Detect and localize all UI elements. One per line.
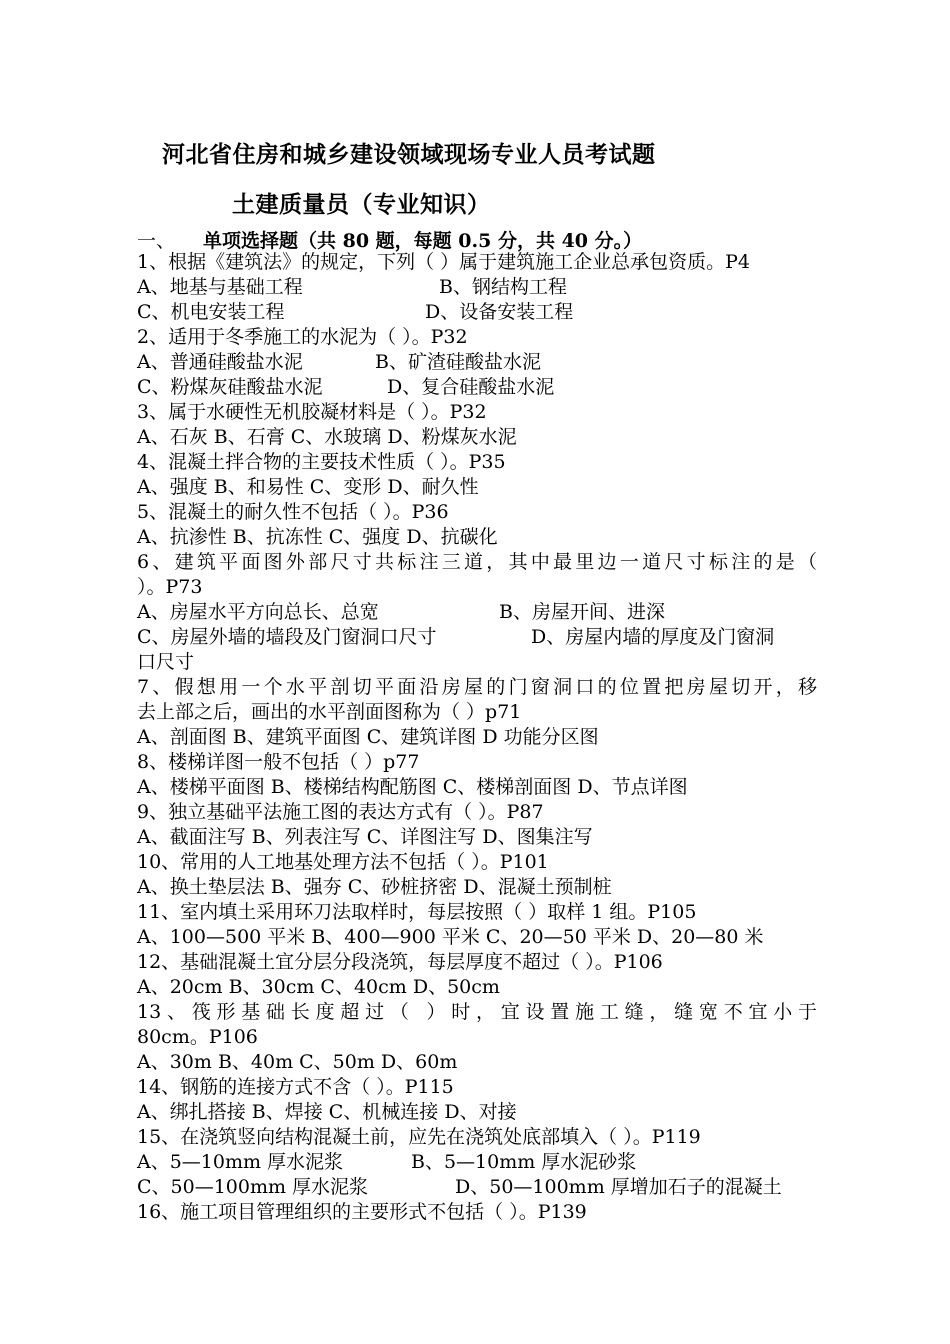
option-line: [137, 275, 817, 300]
option-a: A、5—10mm 厚水泥浆: [137, 1151, 344, 1173]
option-line: A、强度 B、和易性 C、变形 D、耐久性: [137, 476, 479, 498]
question-line: 7、假想用一个水平剖切平面沿房屋的门窗洞口的位置把房屋切开，移: [137, 676, 817, 698]
question-line: 10、常用的人工地基处理方法不包括（ ）。P101: [137, 851, 549, 873]
question-line: 6、建筑平面图外部尺寸共标注三道，其中最里边一道尺寸标注的是（: [137, 551, 817, 573]
option-line: [137, 600, 817, 625]
option-line: A、楼梯平面图 B、楼梯结构配筋图 C、楼梯剖面图 D、节点详图: [137, 776, 688, 798]
question-line: 14、钢筋的连接方式不含（ ）。P115: [137, 1076, 454, 1098]
option-d: D、复合硅酸盐水泥: [387, 376, 555, 398]
option-line: [137, 1150, 817, 1175]
option-c: C、机电安装工程: [137, 301, 285, 323]
option-line: A、换土垫层法 B、强夯 C、砂桩挤密 D、混凝土预制桩: [137, 876, 612, 898]
question-line: 5、混凝土的耐久性不包括（ ）。P36: [137, 501, 449, 523]
option-line: [137, 375, 817, 400]
question-line: ）。P73: [137, 576, 203, 598]
option-line: A、剖面图 B、建筑平面图 C、建筑详图 D 功能分区图: [137, 726, 599, 748]
document-title: 河北省住房和城乡建设领域现场专业人员考试题: [162, 141, 656, 168]
question-line: 去上部之后，画出的水平剖面图称为（ ）p71: [137, 701, 522, 723]
question-line: 80cm。P106: [137, 1026, 258, 1048]
option-b: B、钢结构工程: [439, 276, 567, 298]
option-b: B、房屋开间、进深: [499, 601, 665, 623]
option-b: B、矿渣硅酸盐水泥: [375, 351, 541, 373]
option-a: A、地基与基础工程: [137, 276, 303, 298]
option-c: C、粉煤灰硅酸盐水泥: [137, 376, 323, 398]
option-d: D、设备安装工程: [425, 301, 574, 323]
option-line: A、石灰 B、石膏 C、水玻璃 D、粉煤灰水泥: [137, 426, 517, 448]
option-d: D、50—100mm 厚增加石子的混凝土: [455, 1176, 782, 1198]
option-c: C、房屋外墙的墙段及门窗洞口尺寸: [137, 626, 437, 648]
option-line: A、绑扎搭接 B、焊接 C、机械连接 D、对接: [137, 1101, 517, 1123]
option-c: C、50—100mm 厚水泥浆: [137, 1176, 369, 1198]
question-line: 3、属于水硬性无机胶凝材料是（ ）。P32: [137, 401, 487, 423]
option-a: A、普通硅酸盐水泥: [137, 351, 303, 373]
option-line: A、100—500 平米 B、400—900 平米 C、20—50 平米 D、20—80 米: [137, 926, 764, 948]
section-text: 单项选择题（共 80 题，每题 0.5 分，共 40 分。）: [203, 230, 643, 252]
question-line: 11、室内填土采用环刀法取样时，每层按照（ ）取样 1 组。P105: [137, 901, 697, 923]
question-body: [137, 250, 817, 1225]
option-line: [137, 350, 817, 375]
option-line: [137, 625, 817, 650]
question-line: 4、混凝土拌合物的主要技术性质（ ）。P35: [137, 451, 506, 473]
section-heading: [137, 226, 642, 253]
question-line: 9、独立基础平法施工图的表达方式有（ ）。P87: [137, 801, 544, 823]
option-d: D、房屋内墙的厚度及门窗洞: [531, 626, 775, 648]
option-line: A、截面注写 B、列表注写 C、详图注写 D、图集注写: [137, 826, 593, 848]
option-b: B、5—10mm 厚水泥砂浆: [411, 1151, 637, 1173]
question-line: 16、施工项目管理组织的主要形式不包括（ ）。P139: [137, 1201, 587, 1223]
section-number: 一、: [137, 230, 176, 252]
option-line: [137, 1175, 817, 1200]
question-line: 13、筏形基础长度超过（ ）时，宜设置施工缝，缝宽不宜小于: [137, 1001, 817, 1023]
option-line: A、抗渗性 B、抗冻性 C、强度 D、抗碳化: [137, 526, 498, 548]
option-line: 口尺寸: [137, 651, 195, 673]
question-line: 1、根据《建筑法》的规定，下列（ ）属于建筑施工企业总承包资质。P4: [137, 251, 751, 273]
question-line: 12、基础混凝土宜分层分段浇筑，每层厚度不超过（ ）。P106: [137, 951, 663, 973]
question-line: 8、楼梯详图一般不包括（ ）p77: [137, 751, 420, 773]
option-line: A、20cm B、30cm C、40cm D、50cm: [137, 976, 500, 998]
document-subtitle: 土建质量员（专业知识）: [232, 191, 491, 218]
question-line: 2、适用于冬季施工的水泥为（ ）。P32: [137, 326, 468, 348]
option-line: [137, 300, 817, 325]
option-a: A、房屋水平方向总长、总宽: [137, 601, 379, 623]
option-line: A、30m B、40m C、50m D、60m: [137, 1051, 458, 1073]
question-line: 15、在浇筑竖向结构混凝土前，应先在浇筑处底部填入（ ）。P119: [137, 1126, 701, 1148]
